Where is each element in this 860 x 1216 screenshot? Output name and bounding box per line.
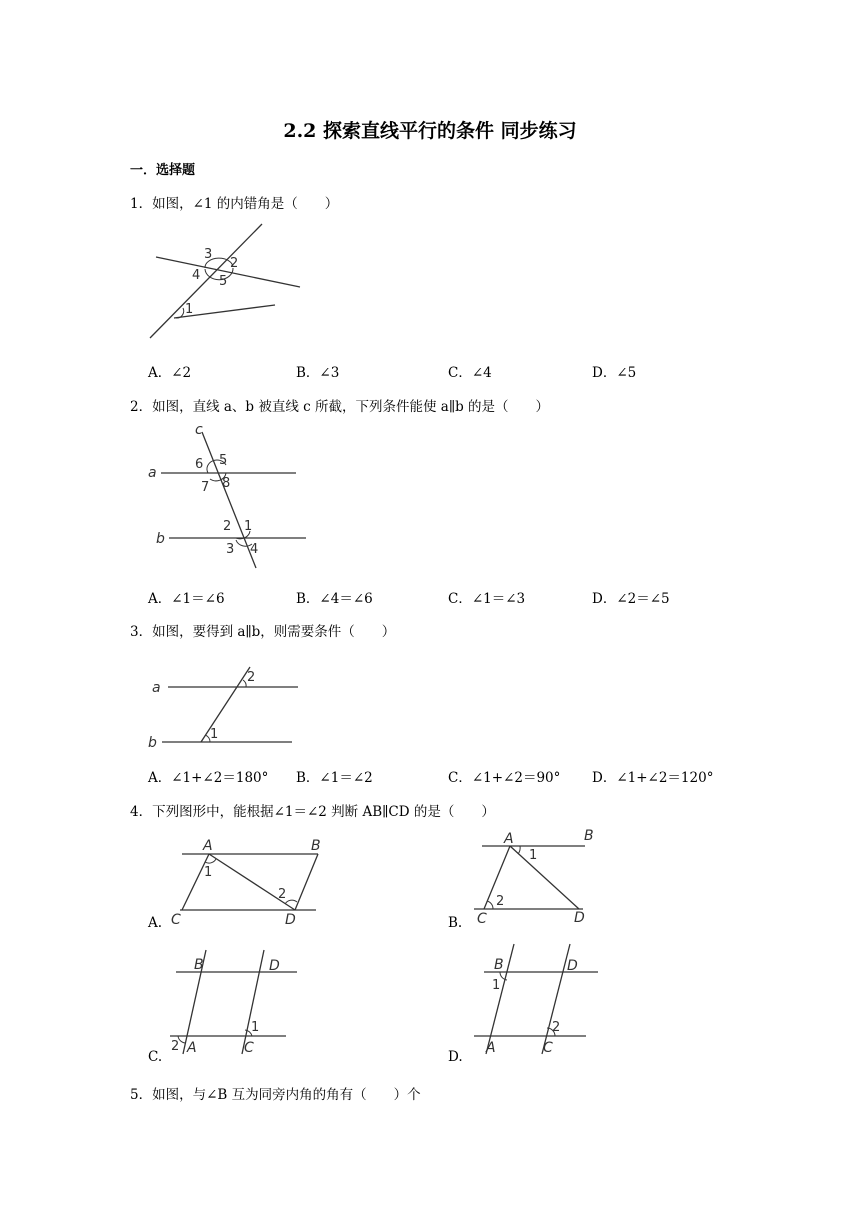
q4d-label-D: D xyxy=(567,958,578,974)
q2-option-b[interactable]: B．∠4＝∠6 xyxy=(296,591,373,607)
q4a-label-2: 2 xyxy=(278,887,287,902)
q1-label-5: 5 xyxy=(219,274,228,289)
q2-label-4: 4 xyxy=(250,542,259,557)
q2-label-5: 5 xyxy=(219,453,228,468)
q2-label-a: a xyxy=(148,465,157,481)
question-4-figure-c xyxy=(162,944,302,1059)
q4d-label-1: 1 xyxy=(492,978,501,993)
q4c-label-A: A xyxy=(187,1040,197,1056)
q4d-label-2: 2 xyxy=(552,1020,561,1035)
q1-option-d[interactable]: D．∠5 xyxy=(592,365,637,381)
q1-label-3: 3 xyxy=(204,247,213,262)
q3-label-2: 2 xyxy=(247,670,256,685)
q4-option-d[interactable]: D. xyxy=(448,1049,463,1065)
q4c-label-B: B xyxy=(194,957,204,973)
question-2-stem: 2．如图，直线 a、b 被直线 c 所截，下列条件能使 a∥b 的是（ ） xyxy=(130,399,550,415)
q4c-label-2: 2 xyxy=(171,1039,180,1054)
q4a-label-D: D xyxy=(285,912,296,928)
q1-option-c[interactable]: C．∠4 xyxy=(448,365,492,381)
q2-label-c: c xyxy=(195,422,203,438)
q2-label-b: b xyxy=(156,531,165,547)
q1-label-2: 2 xyxy=(230,256,239,271)
question-2-figure xyxy=(140,420,315,575)
q4b-label-B: B xyxy=(584,828,594,844)
q2-option-a[interactable]: A．∠1＝∠6 xyxy=(148,591,225,607)
q4a-label-1: 1 xyxy=(204,865,213,880)
question-4-figure-d xyxy=(468,942,608,1057)
question-1-stem: 1．如图，∠1 的内错角是（ ） xyxy=(130,196,339,212)
question-3-figure xyxy=(140,650,310,755)
q4a-label-A: A xyxy=(203,838,213,854)
question-4-stem: 4．下列图形中，能根据∠1＝∠2 判断 AB∥CD 的是（ ） xyxy=(130,804,495,820)
q4c-label-D: D xyxy=(269,958,280,974)
question-4-figure-b xyxy=(468,826,608,926)
page-title: 2.2 探索直线平行的条件 同步练习 xyxy=(283,120,577,142)
q3-label-1: 1 xyxy=(210,727,219,742)
q4d-label-B: B xyxy=(494,957,504,973)
q3-label-a: a xyxy=(152,680,161,696)
q4-option-b[interactable]: B. xyxy=(448,915,463,931)
q4-option-a[interactable]: A. xyxy=(148,915,163,931)
question-5-stem: 5．如图，与∠B 互为同旁内角的角有（ ）个 xyxy=(130,1087,421,1103)
q2-option-c[interactable]: C．∠1＝∠3 xyxy=(448,591,526,607)
q4d-label-C: C xyxy=(543,1040,553,1056)
q4b-label-1: 1 xyxy=(529,848,538,863)
q2-option-d[interactable]: D．∠2＝∠5 xyxy=(592,591,670,607)
q4c-label-1: 1 xyxy=(251,1020,260,1035)
q1-label-4: 4 xyxy=(192,268,201,283)
q2-label-1: 1 xyxy=(244,519,253,534)
q4d-label-A: A xyxy=(486,1040,496,1056)
q4a-label-C: C xyxy=(171,912,181,928)
q3-label-b: b xyxy=(148,735,157,751)
question-4-figure-a xyxy=(168,832,338,932)
section-heading: 一．选择题 xyxy=(130,163,196,178)
q2-label-8: 8 xyxy=(222,476,231,491)
q2-label-3: 3 xyxy=(226,542,235,557)
question-3-stem: 3．如图，要得到 a∥b，则需要条件（ ） xyxy=(130,624,396,640)
question-1-figure xyxy=(140,220,310,345)
q3-option-d[interactable]: D．∠1+∠2＝120° xyxy=(592,770,714,786)
q3-option-c[interactable]: C．∠1+∠2＝90° xyxy=(448,770,561,786)
q4-option-c[interactable]: C. xyxy=(148,1049,163,1065)
q1-option-b[interactable]: B．∠3 xyxy=(296,365,340,381)
q1-option-a[interactable]: A．∠2 xyxy=(148,365,192,381)
q4b-label-2: 2 xyxy=(496,894,505,909)
q2-label-2: 2 xyxy=(223,519,232,534)
q3-option-a[interactable]: A．∠1+∠2＝180° xyxy=(148,770,269,786)
q4b-label-D: D xyxy=(574,910,585,926)
q1-label-1: 1 xyxy=(185,302,194,317)
q4b-label-A: A xyxy=(504,831,514,847)
q4a-label-B: B xyxy=(311,838,321,854)
q3-option-b[interactable]: B．∠1＝∠2 xyxy=(296,770,373,786)
q4b-label-C: C xyxy=(477,911,487,927)
q2-label-6: 6 xyxy=(195,457,204,472)
q2-label-7: 7 xyxy=(201,480,210,495)
q4c-label-C: C xyxy=(244,1040,254,1056)
